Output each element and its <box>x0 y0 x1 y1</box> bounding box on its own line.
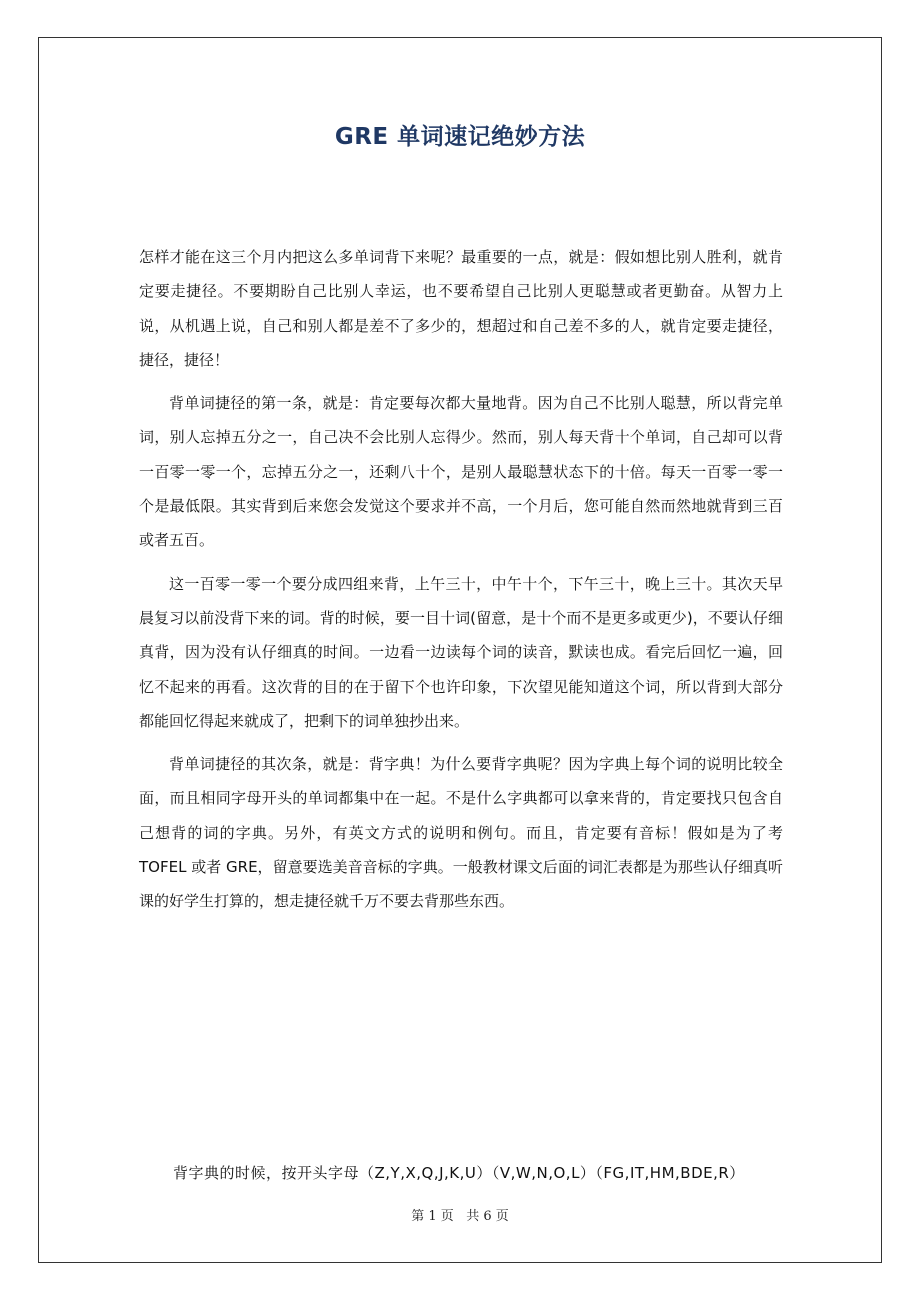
paragraph-4: 背单词捷径的其次条，就是：背字典！为什么要背字典呢？因为字典上每个词的说明比较全面，而且相同字母开头的单词都集中在一起。不是什么字典都可以拿来背的，肯定要找只包含自己想背的词的字典。另外，有英文方式的说明和例句。而且，肯定要有音标！假如是为了考 TOFEL 或者 GRE，留意要选美音音标的字典。一般教材课文后面的词汇表都是为那些认仔细真听课的好学生打算的，想走捷径就千万不要去背那些东西。 <box>139 755 783 911</box>
page-total: 共 6 页 <box>466 1209 509 1224</box>
paragraph-1: 怎样才能在这三个月内把这么多单词背下来呢？最重要的一点，就是：假如想比别人胜利，就肯定要走捷径。不要期盼自己比别人幸运，也不要希望自己比别人更聪慧或者更勤奋。从智力上说，从机遇上说，自己和别人都是差不了多少的，想超过和自己差不多的人，就肯定要走捷径，捷径，捷径！ <box>139 248 783 369</box>
paragraph-5-first-line: 背字典的时候，按开头字母（Z,Y,X,Q,J,K,U）（V,W,N,O,L）（FG,IT,HM,BDE,R） <box>173 1164 745 1182</box>
paragraph-3: 这一百零一零一个要分成四组来背，上午三十，中午十个，下午三十，晚上三十。其次天早晨复习以前没背下来的词。背的时候，要一目十词(留意，是十个而不是更多或更少)，不要认仔细真背，因为没有认仔细真的时间。一边看一边读每个词的读音，默读也成。看完后回忆一遍，回忆不起来的再看。这次背的目的在于留下个也许印象，下次望见能知道这个词，所以背到大部分都能回忆得起来就成了，把剩下的词单独抄出来。 <box>139 574 783 730</box>
document-title: GRE 单词速记绝妙方法 <box>334 124 586 150</box>
paragraph-2: 背单词捷径的第一条，就是：肯定要每次都大量地背。因为自己不比别人聪慧，所以背完单词，别人忘掉五分之一，自己决不会比别人忘得少。然而，别人每天背十个单词，自己却可以背一百零一零一个，忘掉五分之一，还剩八十个，是别人最聪慧状态下的十倍。每天一百零一零一个是最低限。其实背到后来您会发觉这个要求并不高，一个月后，您可能自然而然地就背到三百或者五百。 <box>139 394 783 550</box>
page-number: 第 1 页 <box>411 1209 454 1224</box>
page-footer <box>0 1205 920 1224</box>
document-body <box>139 240 783 928</box>
